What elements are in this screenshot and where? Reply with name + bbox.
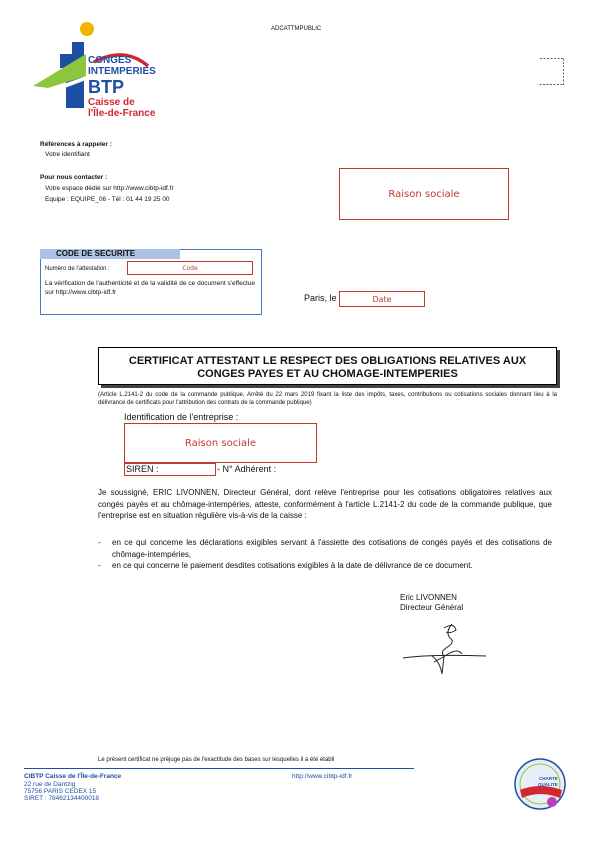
logo-line-3: BTP	[88, 77, 124, 97]
footer-org: CIBTP Caisse de l'Île-de-France	[24, 773, 122, 780]
bullet-text: en ce qui concerne le paiement desdites cotisations exigibles à la date de délivrance de ce document.	[112, 561, 473, 570]
footer-street: 22 rue de Dantzig	[24, 781, 76, 788]
bullet-list	[98, 537, 552, 572]
corner-box	[538, 58, 564, 85]
certificate-title-box	[98, 347, 557, 385]
signature-icon	[400, 618, 490, 683]
logo-line-2: INTEMPERIES	[88, 66, 156, 77]
references-identifier: Votre identifiant	[45, 151, 90, 158]
siren-field[interactable]	[124, 463, 216, 476]
seal-line-2: QUALITE	[538, 782, 558, 787]
company-identification-label: Identification de l'entreprise :	[124, 412, 239, 422]
bullet-dash: -	[98, 561, 101, 570]
logo-line-4: Caisse de	[88, 97, 135, 108]
security-code-title: CODE DE SECURITE	[40, 249, 180, 259]
date-field[interactable]: Date	[339, 291, 425, 307]
contact-website: Votre espace dédié sur http://www.cibtp-idf.fr	[45, 185, 174, 192]
security-code-panel	[40, 249, 262, 315]
recipient-name-field[interactable]: Raison sociale	[339, 168, 509, 220]
siren-label: SIREN :	[126, 464, 159, 474]
certificate-title-line-1: CERTIFICAT ATTESTANT LE RESPECT DES OBLIGATIONS RELATIVES AUX	[128, 355, 527, 367]
references-title: Références à rappeler :	[40, 141, 112, 148]
bullet-dash: -	[98, 538, 101, 547]
footer-website[interactable]: http://www.cibtp-idf.fr	[292, 773, 353, 780]
signatory-name: Eric LIVONNEN	[400, 593, 457, 602]
disclaimer: Le présent certificat ne préjuge pas de l'exactitude des bases sur lesquelles il a été établi	[98, 757, 335, 763]
contact-title: Pour nous contacter :	[40, 174, 108, 181]
member-number-label: - N° Adhérent :	[217, 464, 277, 474]
certificate-title-line-2: CONGES PAYES ET AU CHOMAGE-INTEMPERIES	[197, 368, 458, 380]
logo	[30, 18, 170, 138]
contact-team-phone: Equipe : EQUIPE_06 - Tél : 01 44 19 25 00	[45, 196, 170, 203]
document-code: ADCATTMPUBLIC	[271, 26, 322, 32]
company-name-field[interactable]: Raison sociale	[124, 423, 317, 463]
logo-line-1: CONGES	[88, 55, 132, 66]
legal-note: (Article L.2141-2 du code de la commande publique, Arrêté du 22 mars 2019 fixant la liste des impôts, taxes, contributions ou cotisations sociales donnant lieu à la délivrance de certificats pour l'attribution des contrats de la commande publique)	[98, 392, 557, 406]
signatory-role: Directeur Général	[400, 603, 464, 612]
verification-text: La vérification de l'authenticité et de la validité de ce document s'effectue sur http://www.cibtp-idf.fr	[45, 280, 255, 296]
footer-siret: SIRET : 78462134400018	[24, 795, 100, 802]
date-prefix: Paris, le	[304, 293, 337, 303]
list-item	[98, 560, 552, 572]
seal-line-1: CHARTE	[539, 776, 558, 781]
footer-rule	[24, 768, 414, 769]
quality-seal	[512, 756, 568, 812]
attestation-number-label: Numéro de l'attestation :	[45, 266, 110, 272]
corner-box-frame	[538, 58, 564, 85]
list-item	[98, 537, 552, 560]
logo-line-5: l'Île-de-France	[88, 108, 156, 119]
bullet-text: en ce qui concerne les déclarations exigibles servant à l'assiette des cotisations de congés payés et des cotisations de chômage-intempéries,	[112, 538, 552, 559]
attestation-code-field[interactable]: Code	[127, 261, 253, 275]
attestation-body: Je soussigné, ERIC LIVONNEN, Directeur Général, dont relève l'entreprise pour les cotisations obligatoires relatives aux congés payés et au chômage-intempéries, atteste, conformément à l'article L.2141-2 du code de la commande publique, que l'entreprise est en situation régulière vis-à-vis de la caisse :	[98, 488, 552, 520]
footer-city: 75756 PARIS CEDEX 15	[24, 788, 97, 795]
